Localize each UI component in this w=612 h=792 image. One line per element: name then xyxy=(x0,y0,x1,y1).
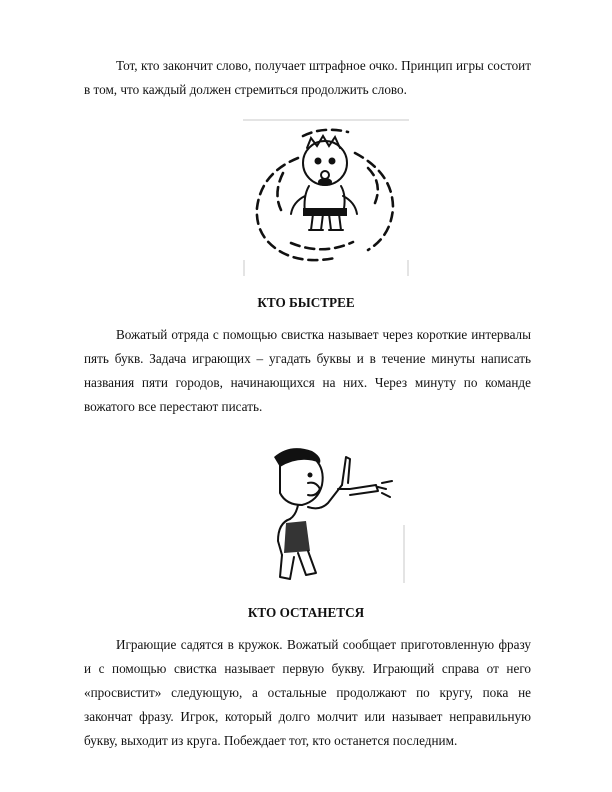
illustration-man-with-whistle xyxy=(250,445,405,585)
paragraph-remains: Играющие садятся в кружок. Вожатый сообщает приготовленную фразу и с помощью свистка называет первую букву. Играющий справа от него «просвистит» следующую, а остальные продолжают по кругу, пока не закончат фразу. Игрок, который долго молчит или называет неправильную букву, выходит из круга. Побеждает тот, кто останется последним. xyxy=(84,637,531,748)
heading-fastest: КТО БЫСТРЕЕ xyxy=(257,295,355,310)
paragraph-fastest: Вожатый отряда с помощью свистка называет через короткие интервалы пять букв. Задача играющих – угадать буквы и в течение минуты написать названия пяти городов, начинающихся на них. Через минуту по команде вожатого все перестают писать. xyxy=(84,327,531,414)
heading-remains: КТО ОСТАНЕТСЯ xyxy=(247,605,365,620)
paragraph-intro: Тот, кто закончит слово, получает штрафное очко. Принцип игры состоит в том, что каждый должен стремиться продолжить слово. xyxy=(84,58,531,97)
illustration-whistling-boy xyxy=(243,118,409,278)
